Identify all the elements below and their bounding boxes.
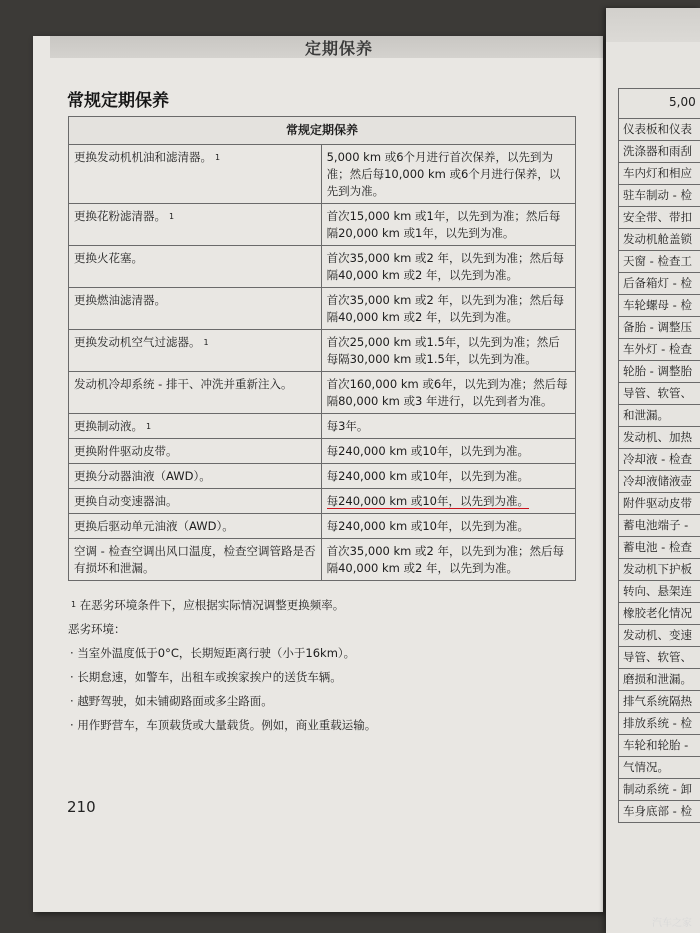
table-row	[69, 514, 576, 539]
right-table-rows	[619, 119, 700, 823]
interval-cell: 首次35,000 km 或2 年，以先到为准；然后每隔40,000 km 或2 年，以先到为准。	[321, 539, 575, 581]
interval-cell: 每240,000 km 或10年，以先到为准。	[321, 514, 575, 539]
bullet-text: 长期怠速，如警车，出租车或挨家挨户的送货车辆。	[77, 670, 342, 684]
bullet-item: · 用作野营车，车顶载货或大量载货。例如，商业重载运输。	[70, 718, 377, 732]
table-row	[69, 464, 576, 489]
item-text: 发动机冷却系统 - 排干、冲洗并重新注入。	[74, 377, 293, 391]
item-text: 更换制动液。	[74, 419, 143, 433]
interval-cell: 每3年。	[321, 414, 575, 439]
interval-cell: 每240,000 km 或10年，以先到为准。	[321, 464, 575, 489]
right-table-row: 发动机、变速	[619, 625, 700, 647]
severe-conditions-label: 恶劣环境：	[68, 622, 126, 636]
page-header-title: 定期保养	[304, 39, 373, 58]
page-number: 210	[67, 798, 96, 816]
right-table-row: 和泄漏。	[619, 405, 700, 427]
item-cell	[69, 330, 322, 372]
right-table-row: 蓄电池 - 检查	[619, 537, 700, 559]
section-title: 常规定期保养	[67, 91, 169, 111]
right-page-table	[618, 88, 700, 823]
right-table-row: 安全带、带扣	[619, 207, 700, 229]
footnote-marker: 1	[146, 422, 152, 431]
right-table-row: 备胎 - 调整压	[619, 317, 700, 339]
item-text: 更换分动器油液（AWD）。	[74, 469, 211, 483]
interval-cell: 首次160,000 km 或6年，以先到为准；然后每隔80,000 km 或3 年进行，以先到者为准。	[321, 372, 575, 414]
item-cell	[69, 204, 322, 246]
watermark: 汽车之家	[652, 918, 692, 929]
item-text: 更换发动机空气过滤器。	[74, 335, 201, 349]
item-text: 更换附件驱动皮带。	[74, 444, 178, 458]
right-table-row: 排放系统 - 检	[619, 713, 700, 735]
right-table-row: 冷却液 - 检查	[619, 449, 700, 471]
table-row	[69, 372, 576, 414]
right-table-header: 5,00	[619, 89, 700, 119]
bullet-text: 用作野营车，车顶载货或大量载货。例如，商业重载运输。	[77, 718, 377, 732]
bullet-item: · 当室外温度低于0°C，长期短距离行驶（小于16km）。	[70, 646, 356, 660]
page-header-band	[50, 36, 603, 58]
interval-cell	[321, 489, 575, 514]
item-cell	[69, 372, 322, 414]
right-table-row: 天窗 - 检查工	[619, 251, 700, 273]
table-row	[69, 204, 576, 246]
item-text: 更换燃油滤清器。	[74, 293, 166, 307]
interval-cell: 首次15,000 km 或1年，以先到为准；然后每隔20,000 km 或1年，以先到为准。	[321, 204, 575, 246]
footnote-marker: 1	[203, 338, 209, 347]
item-cell	[69, 288, 322, 330]
right-table-row: 驻车制动 - 检	[619, 185, 700, 207]
table-header: 常规定期保养	[69, 117, 576, 145]
table-row	[69, 539, 576, 581]
right-table-row: 磨损和泄漏。	[619, 669, 700, 691]
right-table-row: 附件驱动皮带	[619, 493, 700, 515]
item-text: 更换自动变速器油。	[74, 494, 178, 508]
footnote-marker: 1	[169, 212, 175, 221]
right-table-row: 导管、软管、	[619, 383, 700, 405]
item-text: 更换花粉滤清器。	[74, 209, 166, 223]
red-underlined-interval: 每240,000 km 或10年，以先到为准。	[326, 494, 529, 508]
table-row	[69, 246, 576, 288]
right-table-row: 发动机、加热	[619, 427, 700, 449]
item-cell	[69, 489, 322, 514]
bullet-item: · 越野驾驶，如未铺砌路面或多尘路面。	[70, 694, 273, 708]
right-table-row: 制动系统 - 卸	[619, 779, 700, 801]
right-table-row: 轮胎 - 调整胎	[619, 361, 700, 383]
table-row	[69, 288, 576, 330]
right-table-row: 导管、软管、	[619, 647, 700, 669]
right-table-row: 后备箱灯 - 检	[619, 273, 700, 295]
right-table-row: 仪表板和仪表	[619, 119, 700, 141]
bullet-item: · 长期怠速，如警车，出租车或挨家挨户的送货车辆。	[70, 670, 342, 684]
right-table-row: 车轮和轮胎 -	[619, 735, 700, 757]
right-table-row: 发动机下护板	[619, 559, 700, 581]
item-cell	[69, 439, 322, 464]
right-table-row: 洗涤器和雨刮	[619, 141, 700, 163]
item-text: 更换火花塞。	[74, 251, 143, 265]
item-cell	[69, 246, 322, 288]
right-table-row: 排气系统隔热	[619, 691, 700, 713]
table-header-row	[69, 117, 576, 145]
table-row	[69, 439, 576, 464]
item-cell	[69, 145, 322, 204]
bullet-text: 越野驾驶，如未铺砌路面或多尘路面。	[77, 694, 273, 708]
item-cell	[69, 539, 322, 581]
footnotes	[68, 593, 588, 737]
manual-page-right	[606, 8, 700, 933]
interval-cell: 首次35,000 km 或2 年，以先到为准；然后每隔40,000 km 或2 年，以先到为准。	[321, 288, 575, 330]
footnote-text: 在恶劣环境条件下，应根据实际情况调整更换频率。	[79, 598, 345, 612]
table-row	[69, 414, 576, 439]
interval-cell: 首次35,000 km 或2 年，以先到为准；然后每隔40,000 km 或2 年，以先到为准。	[321, 246, 575, 288]
interval-cell: 首次25,000 km 或1.5年，以先到为准；然后每隔30,000 km 或1.5年，以先到为准。	[321, 330, 575, 372]
interval-cell: 5,000 km 或6个月进行首次保养，以先到为准；然后每10,000 km 或6个月进行保养，以先到为准。	[321, 145, 575, 204]
right-table-row: 发动机舱盖锁	[619, 229, 700, 251]
right-table-row: 冷却液储液壶	[619, 471, 700, 493]
item-cell	[69, 464, 322, 489]
interval-cell: 每240,000 km 或10年，以先到为准。	[321, 439, 575, 464]
footnote-line	[68, 593, 588, 617]
right-table-row: 转向、悬架连	[619, 581, 700, 603]
item-cell	[69, 414, 322, 439]
maintenance-table	[68, 116, 576, 581]
item-text: 更换发动机机油和滤清器。	[74, 150, 212, 164]
table-row	[69, 145, 576, 204]
right-table-row: 车身底部 - 检	[619, 801, 700, 823]
bullet-text: 当室外温度低于0°C，长期短距离行驶（小于16km）。	[77, 646, 356, 660]
item-text: 更换后驱动单元油液（AWD）。	[74, 519, 234, 533]
table-row	[69, 489, 576, 514]
item-text: 空调 - 检查空调出风口温度，检查空调管路是否有损坏和泄漏。	[74, 544, 316, 575]
right-page-header-band	[606, 8, 700, 42]
right-table-row: 橡胶老化情况	[619, 603, 700, 625]
right-table-row: 气情况。	[619, 757, 700, 779]
footnote-marker: 1	[71, 600, 77, 609]
manual-page-left	[33, 36, 603, 912]
right-table-row: 车轮螺母 - 检	[619, 295, 700, 317]
footnote-marker: 1	[215, 153, 221, 162]
right-table-row: 车内灯和相应	[619, 163, 700, 185]
right-table-row: 车外灯 - 检查	[619, 339, 700, 361]
right-table-row: 蓄电池端子 -	[619, 515, 700, 537]
item-cell	[69, 514, 322, 539]
table-row	[69, 330, 576, 372]
